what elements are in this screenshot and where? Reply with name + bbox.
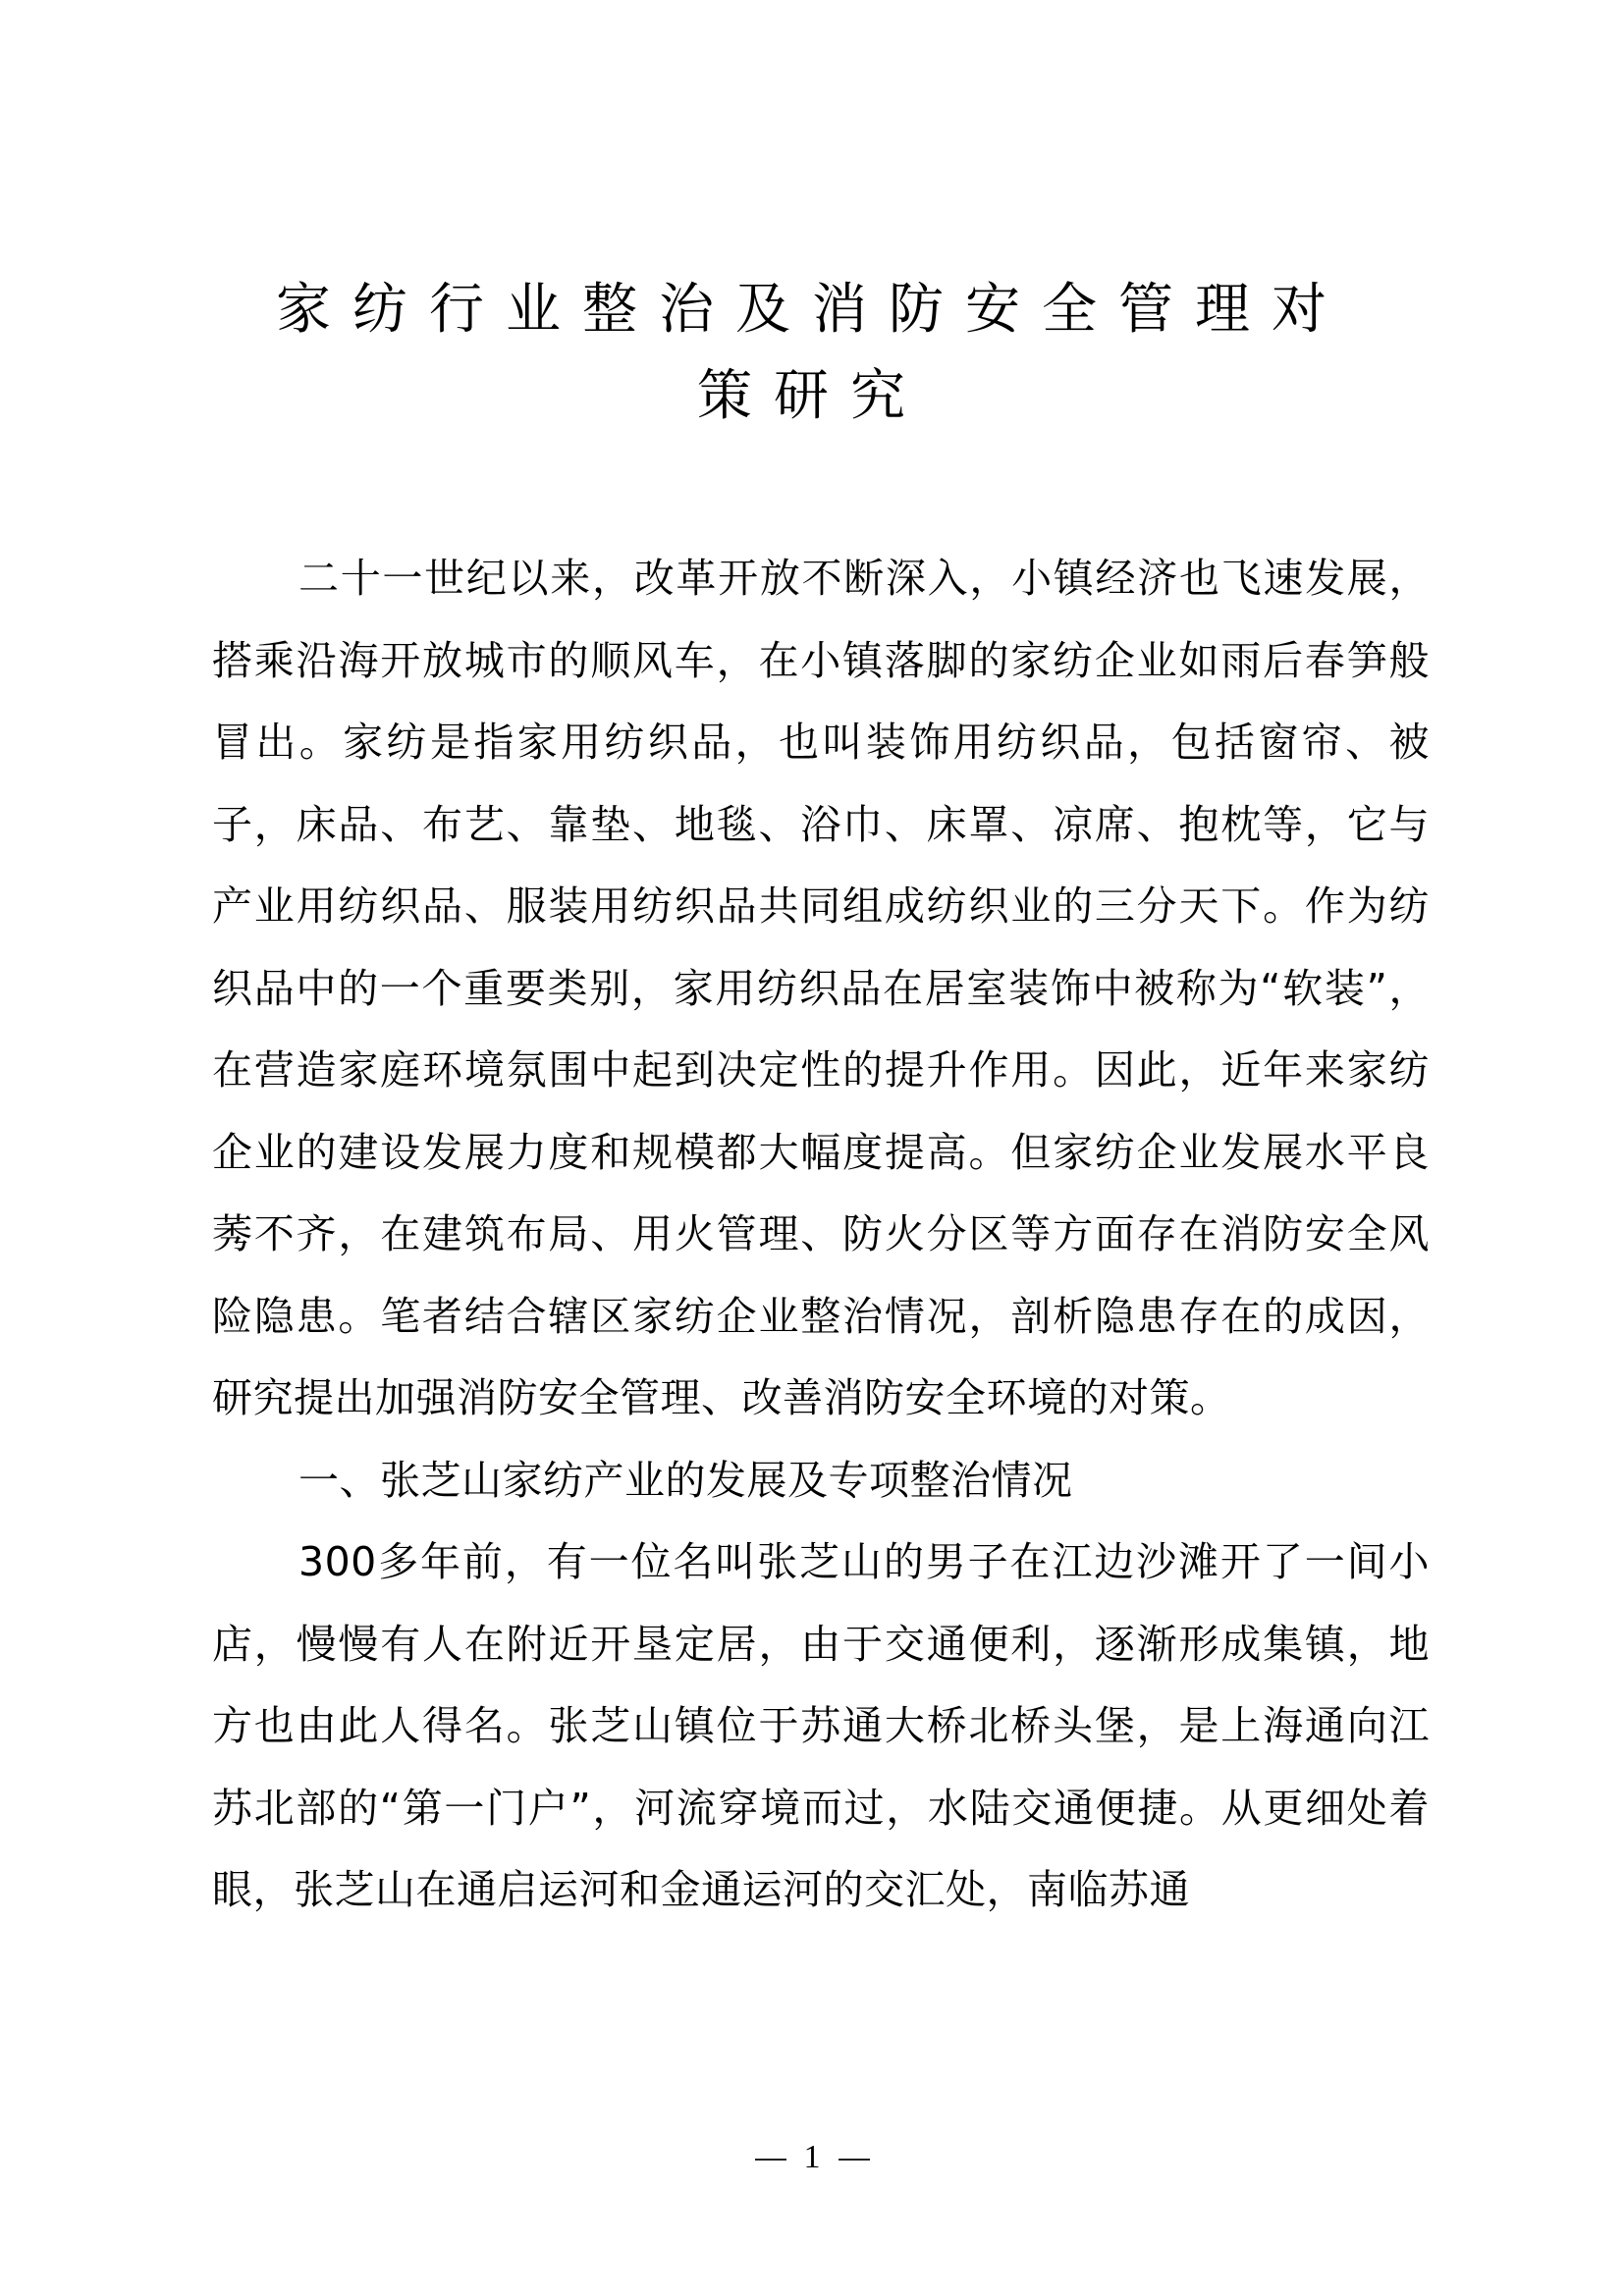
title-line-1: 家纺行业整治及消防安全管理对 [276,278,1348,342]
title-line-2: 策研究 [697,364,927,428]
footer-dash-left [755,2159,786,2161]
page-footer [0,2138,1624,2177]
section-1-paragraph-1: 300多年前，有一位名叫张芝山的男子在江边沙滩开了一间小店，慢慢有人在附近开垦定居，由于交通便利，逐渐形成集镇，地方也由此人得名。张芝山镇位于苏通大桥北桥头堡，是上海通向江苏北部的“第一门户”，河流穿境而过，水陆交通便捷。从更细处着眼，张芝山在通启运河和金通运河的交汇处，南临苏通 [212,1538,1430,1913]
document-body [212,538,1430,1932]
footer-dash-right [839,2159,870,2161]
section-heading-1: 一、张芝山家纺产业的发展及专项整治情况 [298,1456,1073,1504]
intro-paragraph: 二十一世纪以来，改革开放不断深入，小镇经济也飞速发展，搭乘沿海开放城市的顺风车，在小镇落脚的家纺企业如雨后春笋般冒出。家纺是指家用纺织品，也叫装饰用纺织品，包括窗帘、被子，床品、布艺、靠垫、地毯、浴巾、床罩、凉席、抱枕等，它与产业用纺织品、服装用纺织品共同组成纺织业的三分天下。作为纺织品中的一个重要类别，家用纺织品在居室装饰中被称为“软装”，在营造家庭环境氛围中起到决定性的提升作用。因此，近年来家纺企业的建设发展力度和规模都大幅度提高。但家纺企业发展水平良莠不齐，在建筑布局、用火管理、防火分区等方面存在消防安全风险隐患。笔者结合辖区家纺企业整治情况，剖析隐患存在的成因，研究提出加强消防安全管理、改善消防安全环境的对策。 [212,555,1430,1421]
page-number: 1 [803,2139,821,2175]
document-title [196,267,1428,440]
